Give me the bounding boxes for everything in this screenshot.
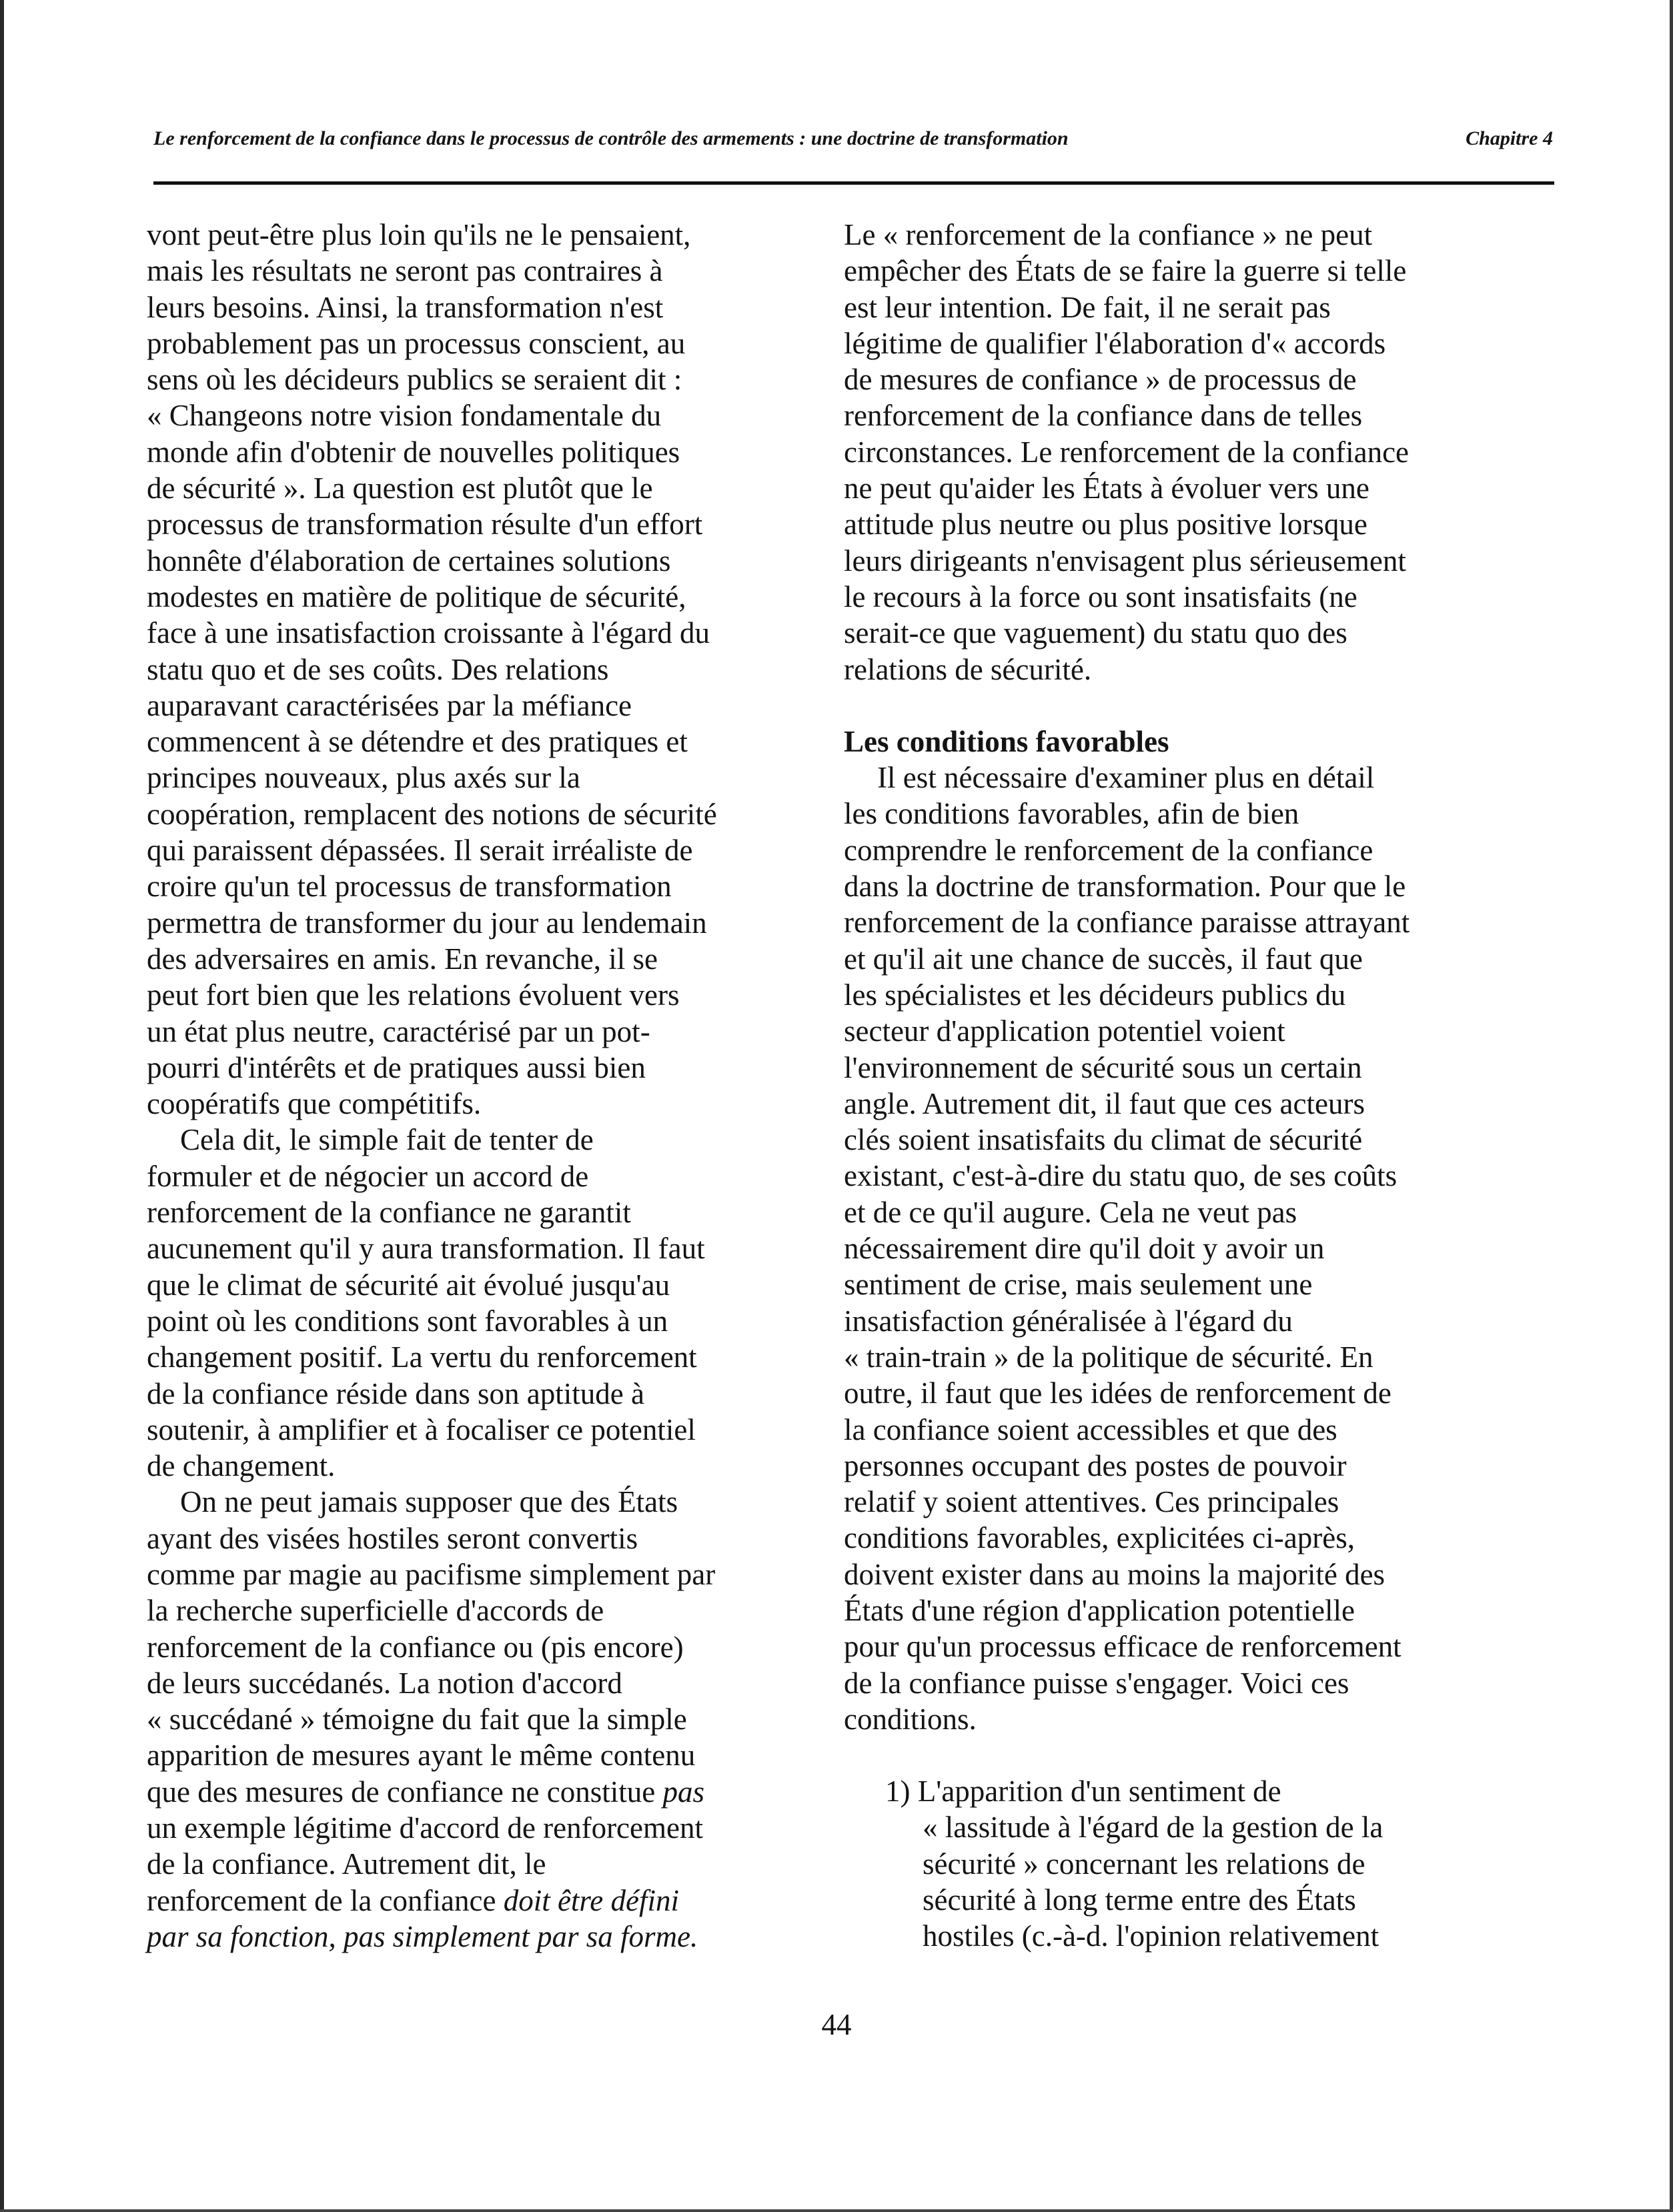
text-line: de leurs succédanés. La notion d'accord <box>147 1666 622 1700</box>
emphasis-text: pas <box>662 1775 704 1809</box>
text-line: probablement pas un processus conscient, au <box>147 326 686 360</box>
text-line: légitime de qualifier l'élaboration d'« accords <box>844 326 1386 360</box>
text-line: renforcement de la confiance dans de telles <box>844 399 1363 433</box>
text-line: statu quo et de ses coûts. Des relations <box>147 652 609 686</box>
paragraph-gap <box>844 1737 1511 1773</box>
text-line: face à une insatisfaction croissante à l'égard du <box>147 616 710 650</box>
running-header-chapter: Chapitre 4 <box>1466 127 1553 149</box>
page-number: 44 <box>821 2008 852 2041</box>
text-line: 1) L'apparition d'un sentiment de <box>885 1775 1281 1809</box>
text-line: États d'une région d'application potentielle <box>844 1593 1355 1627</box>
text-line: la recherche superficielle d'accords de <box>147 1594 604 1628</box>
text-line: commencent à se détendre et des pratiques et <box>147 725 688 759</box>
text-line: Il est nécessaire d'examiner plus en détail <box>877 761 1375 795</box>
text-line: ne peut qu'aider les États à évoluer vers une <box>844 471 1369 505</box>
text-line: hostiles (c.-à-d. l'opinion relativement <box>923 1919 1379 1953</box>
text-line: honnête d'élaboration de certaines solutions <box>147 543 671 578</box>
text-line: conditions favorables, explicitées ci-après, <box>844 1521 1355 1555</box>
text-line: coopération, remplacent des notions de sécurité <box>147 797 717 831</box>
text-line: un exemple légitime d'accord de renforcement <box>147 1811 703 1845</box>
text-line: empêcher des États de se faire la guerre si telle <box>844 254 1407 288</box>
text-line: de la confiance réside dans son aptitude à <box>147 1376 644 1410</box>
text-run: que des mesures de confiance ne constitue <box>147 1775 663 1809</box>
text-line: changement positif. La vertu du renforcement <box>147 1340 697 1374</box>
text-line: l'environnement de sécurité sous un certain <box>844 1050 1362 1084</box>
paragraph-1 <box>147 217 787 1122</box>
right-column <box>844 217 1511 1955</box>
text-line: pourri d'intérêts et de pratiques aussi bien <box>147 1050 646 1084</box>
text-line <box>147 1919 787 1955</box>
text-line: conditions. <box>844 1702 977 1736</box>
text-line: sentiment de crise, mais seulement une <box>844 1268 1313 1302</box>
text-line: leurs dirigeants n'envisagent plus sérieusement <box>844 543 1406 578</box>
text-line: peut fort bien que les relations évoluent vers <box>147 978 680 1012</box>
text-line: vont peut-être plus loin qu'ils ne le pensaient, <box>147 218 691 251</box>
text-line: comprendre le renforcement de la confiance <box>844 833 1373 867</box>
text-line: et qu'il ait une chance de succès, il faut que <box>844 942 1363 976</box>
emphasis-text: doit être défini <box>503 1883 679 1917</box>
text-line: Le « renforcement de la confiance » ne peut <box>844 218 1373 251</box>
text-line: sens où les décideurs publics se seraient dit : <box>147 363 682 397</box>
list-item-1 <box>844 1773 1511 1954</box>
text-line: personnes occupant des postes de pouvoir <box>844 1448 1347 1482</box>
text-line: de la confiance puisse s'engager. Voici ces <box>844 1666 1349 1700</box>
text-line: de sécurité ». La question est plutôt que le <box>147 471 653 505</box>
text-line: soutenir, à amplifier et à focaliser ce potentiel <box>147 1412 696 1446</box>
text-line: serait-ce que vaguement) du statu quo des <box>844 616 1347 650</box>
text-line: auparavant caractérisées par la méfiance <box>147 688 632 722</box>
text-line: « succédané » témoigne du fait que la simple <box>147 1703 687 1737</box>
text-line <box>147 1883 787 1919</box>
text-line: les spécialistes et les décideurs publics du <box>844 978 1346 1012</box>
text-line: principes nouveaux, plus axés sur la <box>147 761 580 795</box>
text-line: sécurité à long terme entre des États <box>923 1883 1356 1917</box>
text-line: sécurité » concernant les relations de <box>923 1847 1365 1881</box>
text-line: leurs besoins. Ainsi, la transformation n'est <box>147 290 664 324</box>
text-line: ayant des visées hostiles seront convertis <box>147 1521 638 1555</box>
text-line: aucunement qu'il y aura transformation. Il faut <box>147 1232 705 1266</box>
text-line: qui paraissent dépassées. Il serait irréaliste de <box>147 834 693 868</box>
text-line: que le climat de sécurité ait évolué jusqu'au <box>147 1268 670 1302</box>
text-line: renforcement de la confiance ne garantit <box>147 1196 631 1230</box>
paragraph-gap <box>844 688 1511 724</box>
text-line: doivent exister dans au moins la majorité des <box>844 1557 1385 1591</box>
text-line: le recours à la force ou sont insatisfaits (ne <box>844 580 1357 614</box>
text-line: permettra de transformer du jour au lendemain <box>147 906 707 940</box>
text-line: des adversaires en amis. En revanche, il se <box>147 942 658 976</box>
text-line: mais les résultats ne seront pas contraires à <box>147 254 663 288</box>
text-line: secteur d'application potentiel voient <box>844 1014 1285 1048</box>
text-line: insatisfaction généralisée à l'égard du <box>844 1304 1293 1338</box>
text-line: les conditions favorables, afin de bien <box>844 797 1299 831</box>
emphasis-text: par sa fonction, pas simplement par sa forme. <box>147 1919 698 1953</box>
text-line: de changement. <box>147 1449 336 1483</box>
scan-right-edge <box>1670 0 1673 2212</box>
text-line: attitude plus neutre ou plus positive lorsque <box>844 507 1367 541</box>
text-line: est leur intention. De fait, il ne serait pas <box>844 290 1331 324</box>
text-line: processus de transformation résulte d'un effort <box>147 507 703 541</box>
text-line: « lassitude à l'égard de la gestion de la <box>923 1811 1383 1845</box>
header-rule <box>153 181 1554 185</box>
text-line: formuler et de négocier un accord de <box>147 1159 589 1193</box>
text-run: renforcement de la confiance <box>147 1883 504 1917</box>
text-line: apparition de mesures ayant le même contenu <box>147 1739 696 1773</box>
text-line: coopératifs que compétitifs. <box>147 1087 482 1121</box>
paragraph-2 <box>844 760 1511 1737</box>
text-line: clés soient insatisfaits du climat de sécurité <box>844 1123 1363 1157</box>
text-line: nécessairement dire qu'il doit y avoir un <box>844 1232 1325 1266</box>
text-line: relations de sécurité. <box>844 652 1092 686</box>
running-header-title: Le renforcement de la confiance dans le processus de contrôle des armements : une doctrine de transformation <box>153 127 1069 149</box>
text-line: « train-train » de la politique de sécurité. En <box>844 1340 1373 1374</box>
scan-left-edge <box>0 0 4 2212</box>
text-line: existant, c'est-à-dire du statu quo, de ses coûts <box>844 1159 1398 1193</box>
scan-bottom-edge <box>0 2209 1673 2212</box>
section-heading: Les conditions favorables <box>844 724 1169 758</box>
left-column <box>147 217 787 1955</box>
paragraph-1 <box>844 217 1511 688</box>
text-line: renforcement de la confiance ou (pis encore) <box>147 1630 684 1664</box>
text-line: circonstances. Le renforcement de la confiance <box>844 435 1410 469</box>
text-line: « Changeons notre vision fondamentale du <box>147 399 662 433</box>
text-line <box>147 1774 787 1810</box>
text-line: de la confiance. Autrement dit, le <box>147 1847 546 1881</box>
text-line: dans la doctrine de transformation. Pour que le <box>844 870 1406 904</box>
text-line: comme par magie au pacifisme simplement par <box>147 1557 716 1591</box>
text-line: outre, il faut que les idées de renforcement de <box>844 1376 1391 1410</box>
text-line: modestes en matière de politique de sécurité, <box>147 580 686 614</box>
text-line: Cela dit, le simple fait de tenter de <box>180 1123 594 1157</box>
paragraph-2 <box>147 1122 787 1484</box>
text-line: renforcement de la confiance paraisse attrayant <box>844 906 1410 940</box>
text-line: croire qu'un tel processus de transformation <box>147 870 672 904</box>
text-line: la confiance soient accessibles et que des <box>844 1412 1337 1446</box>
text-line: relatif y soient attentives. Ces principales <box>844 1485 1339 1519</box>
text-line: On ne peut jamais supposer que des États <box>180 1485 678 1519</box>
text-line: pour qu'un processus efficace de renforcement <box>844 1630 1402 1664</box>
text-line: un état plus neutre, caractérisé par un pot- <box>147 1014 650 1048</box>
text-line: et de ce qu'il augure. Cela ne veut pas <box>844 1195 1297 1229</box>
paragraph-3 <box>147 1484 787 1955</box>
text-line: point où les conditions sont favorables à un <box>147 1304 668 1338</box>
text-line: monde afin d'obtenir de nouvelles politiques <box>147 435 680 469</box>
text-line: angle. Autrement dit, il faut que ces acteurs <box>844 1086 1365 1120</box>
text-line: de mesures de confiance » de processus de <box>844 363 1357 397</box>
